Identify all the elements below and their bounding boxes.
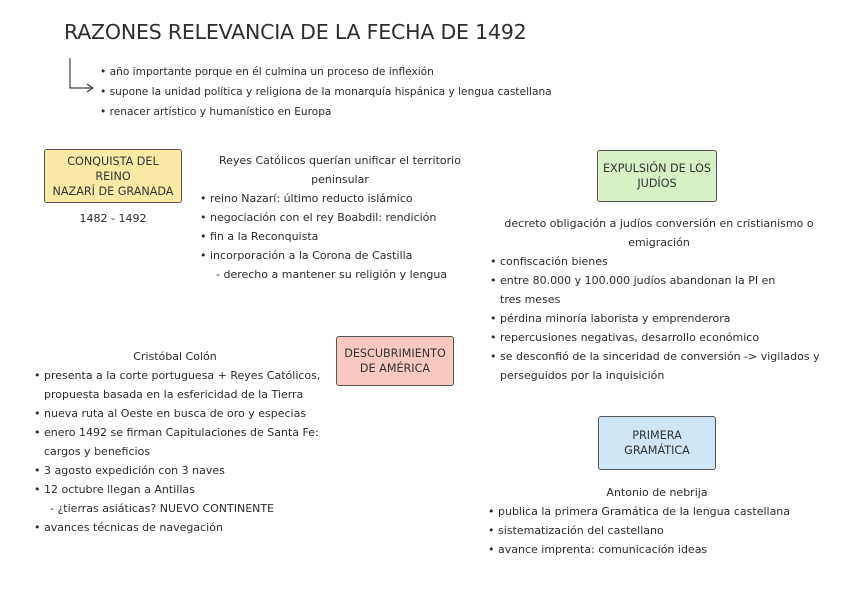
- list-item: • pérdina minoría laborista y emprenderora: [490, 309, 820, 328]
- conquista-dates: 1482 - 1492: [79, 212, 147, 225]
- expulsion-label-line2: JUDÍOS: [637, 177, 677, 190]
- list-item: • incorporación a la Corona de Castilla: [200, 246, 447, 265]
- conquista-heading: [205, 151, 475, 189]
- list-item-cont: propuesta basada en la esfericidad de la Tierra: [44, 388, 304, 401]
- list-item: • repercusiones negativas, desarrollo económico: [490, 328, 820, 347]
- conquista-heading-line2: peninsular: [311, 173, 369, 186]
- descubrimiento-label-line1: DESCUBRIMIENTO: [344, 347, 446, 360]
- list-item: • 12 octubre llegan a Antillas: [34, 480, 320, 499]
- expulsion-heading: [500, 214, 818, 252]
- gramatica-heading: Antonio de nebrija: [606, 486, 708, 499]
- gramatica-box: [598, 416, 716, 470]
- list-item: • 3 agosto expedición con 3 naves: [34, 461, 320, 480]
- list-subitem: - ¿tierras asiáticas? NUEVO CONTINENTE: [50, 502, 275, 515]
- expulsion-list: [490, 252, 820, 385]
- descubrimiento-heading: Cristóbal Colón: [133, 350, 217, 363]
- conquista-label-line1: CONQUISTA DEL REINO: [67, 154, 159, 183]
- list-item: • presenta a la corte portuguesa + Reyes Católicos,: [34, 366, 320, 385]
- descubrimiento-label-line2: DE AMÉRICA: [359, 362, 431, 375]
- intro-item: • renacer artístico y humanístico en Europa: [100, 102, 552, 122]
- list-item: • enero 1492 se firman Capitulaciones de Santa Fe:: [34, 423, 320, 442]
- list-item-cont: perseguidos por la inquisición: [500, 369, 665, 382]
- list-item: • confiscación bienes: [490, 252, 820, 271]
- page-title: RAZONES RELEVANCIA DE LA FECHA DE 1492: [64, 20, 527, 44]
- list-item-cont: cargos y beneficios: [44, 445, 151, 458]
- intro-list: [100, 62, 552, 122]
- list-item: • entre 80.000 y 100.000 judíos abandonan la PI en: [490, 271, 820, 290]
- list-item: • fin a la Reconquista: [200, 227, 447, 246]
- list-item: • se desconfió de la sinceridad de conversión -> vigilados y: [490, 347, 820, 366]
- list-item: • publica la primera Gramática de la lengua castellana: [488, 502, 790, 521]
- conquista-box: [44, 149, 182, 203]
- list-item: • nueva ruta al Oeste en busca de oro y especias: [34, 404, 320, 423]
- list-item: • avances técnicas de navegación: [34, 518, 320, 537]
- list-item: • reino Nazarí: último reducto islámico: [200, 189, 447, 208]
- conquista-label-line2: NAZARÍ DE GRANADA: [52, 184, 174, 198]
- expulsion-heading-line2: emigración: [628, 236, 690, 249]
- gramatica-label-line2: GRAMÁTICA: [624, 444, 690, 457]
- list-subitem: - derecho a mantener su religión y lengua: [216, 268, 448, 281]
- conquista-heading-line1: Reyes Católicos querían unificar el territorio: [219, 154, 461, 167]
- gramatica-label-line1: PRIMERA: [632, 429, 682, 442]
- expulsion-label-line1: EXPULSIÓN DE LOS: [602, 162, 711, 175]
- list-item: • avance imprenta: comunicación ideas: [488, 540, 790, 559]
- descubrimiento-box: [336, 336, 454, 386]
- conquista-list: [200, 189, 447, 284]
- descubrimiento-list: [34, 366, 320, 537]
- list-item-cont: tres meses: [500, 293, 561, 306]
- list-item: • negociación con el rey Boabdil: rendición: [200, 208, 447, 227]
- expulsion-heading-line1: decreto obligación a judíos conversión en cristianismo o: [504, 217, 814, 230]
- gramatica-list: [488, 502, 790, 559]
- intro-item: • supone la unidad política y religiona de la monarquía hispánica y lengua castellana: [100, 82, 552, 102]
- list-item: • sistematización del castellano: [488, 521, 790, 540]
- expulsion-box: [597, 150, 717, 202]
- intro-item: • año importante porque en él culmina un proceso de inflexión: [100, 62, 552, 82]
